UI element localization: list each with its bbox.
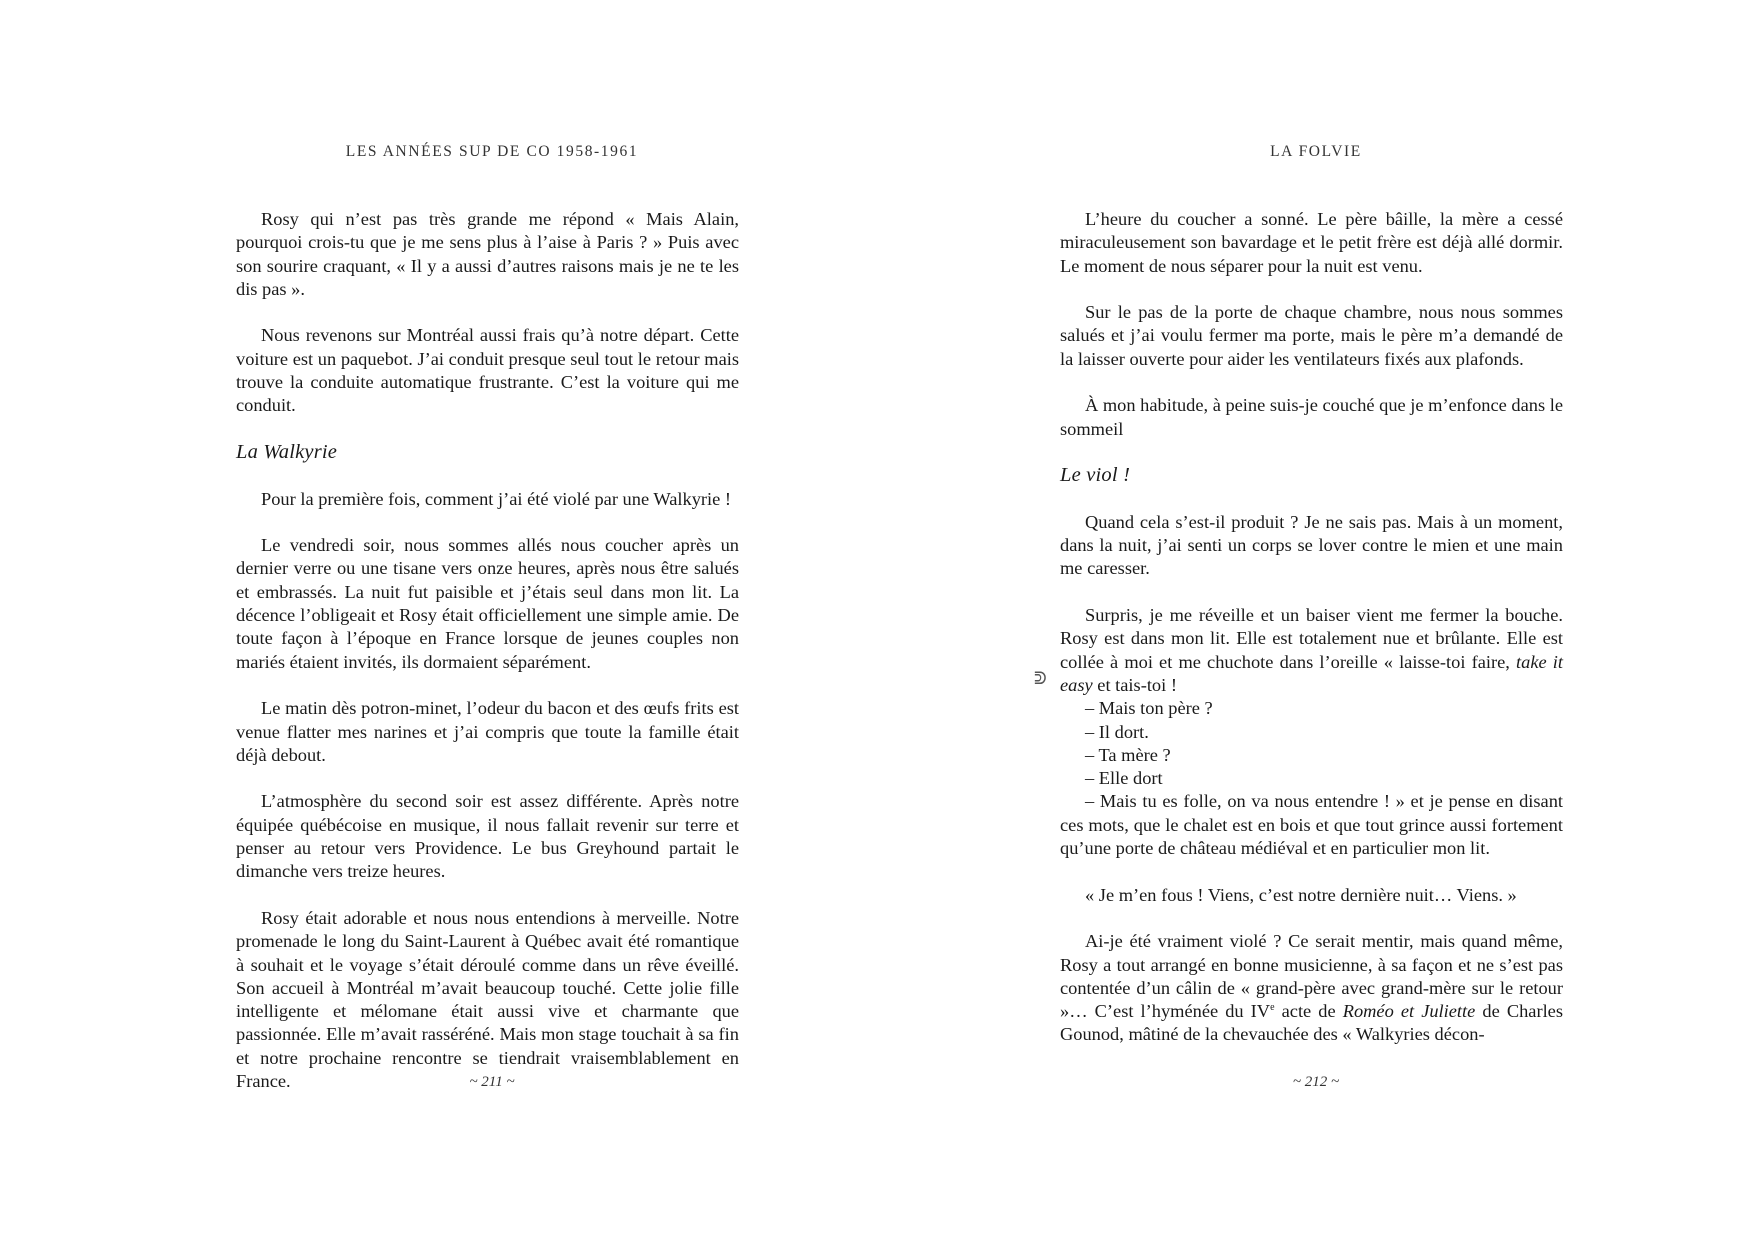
page-number: ~ 211 ~ [469, 1074, 515, 1090]
superscript: e [1270, 1001, 1275, 1013]
paragraph: Rosy était adorable et nous nous entendions à merveille. Notre promenade le long du Saint-Laurent à Québec avait été romantique à souhait et le voyage s’était déroulé comme dans un rêve éveillé. Son accueil à Montréal m’avait beaucoup touché. Cette jolie fille intelligente et mélomane était aussi vive et charmante que passionnée. Elle m’avait rasséréné. Mais mon stage touchait à sa fin et notre prochaine rencontre se tiendrait vraisemblablement en France. [236, 907, 739, 1091]
paragraph: Rosy qui n’est pas très grande me répond « Mais Alain, pourquoi crois-tu que je me sens plus à l’aise à Paris ? » Puis avec son sourire craquant, « Il y a aussi d’autres raisons mais je ne te les dis pas ». [236, 209, 739, 299]
dialogue-line: – Elle dort [1085, 768, 1163, 789]
paragraph: – Mais tu es folle, on va nous entendre ! » et je pense en disant ces mots, que le chalet est en bois et que tout grince aussi fortement qu’une porte de château médiéval et en particulier mon lit. [1060, 791, 1563, 859]
paragraph: « Je m’en fous ! Viens, c’est notre dernière nuit… Viens. » [1085, 884, 1517, 905]
text-run: Surpris, je me réveille et un baiser vient me fermer la bouche. Rosy est dans mon lit. Elle est totalement nue et brûlante. Elle est collée à moi et me chuchote dans l’oreille « laisse-toi faire, [1060, 605, 1563, 672]
paragraph: Sur le pas de la porte de chaque chambre, nous nous sommes salués et j’ai voulu fermer ma porte, mais le père m’a demandé de la laisser ouverte pour aider les ventilateurs fixés aux plafonds. [1060, 302, 1563, 369]
text-run: acte de [1274, 1001, 1343, 1022]
text-run: et tais-toi ! [1092, 674, 1177, 695]
section-title: Le viol ! [1060, 464, 1131, 487]
dialogue-line: – Il dort. [1085, 721, 1149, 742]
paragraph: À mon habitude, à peine suis-je couché que je m’enfonce dans le sommeil [1060, 395, 1563, 439]
text-run: Ai-je été vraiment violé ? Ce serait mentir, mais quand même, Rosy a tout arrangé en bonne musicienne, à sa façon et ne s’est pas contentée d’un câlin de « grand-père avec grand-mère sur le retour »… C’est l’hyménée du IV [1060, 931, 1563, 1022]
italic-text: Roméo et Juliette [1342, 1001, 1476, 1022]
running-head: LA FOLVIE [1270, 143, 1362, 160]
paragraph: Pour la première fois, comment j’ai été violé par une Walkyrie ! [261, 488, 732, 509]
text-run: de Charles Gounod, mâtiné de la chevauchée des « Walkyries décon- [1060, 1001, 1563, 1045]
dialogue-line: – Ta mère ? [1085, 744, 1171, 765]
body-text [236, 208, 739, 1117]
page-number: ~ 212 ~ [1292, 1074, 1340, 1090]
paragraph [1060, 604, 1563, 697]
paragraph: Quand cela s’est-il produit ? Je ne sais pas. Mais à un moment, dans la nuit, j’ai senti un corps se lover contre le mien et une main me caresser. [1060, 511, 1563, 579]
paragraph: L’atmosphère du second soir est assez différente. Après notre équipée québécoise en musique, il nous fallait revenir sur terre et penser au retour vers Providence. Le bus Greyhound partait le dimanche vers treize heures. [236, 791, 739, 882]
paragraph [1060, 930, 1563, 1046]
running-head: LES ANNÉES SUP DE CO 1958-1961 [345, 143, 639, 160]
section-title: La Walkyrie [236, 440, 338, 463]
paragraph: L’heure du coucher a sonné. Le père bâille, la mère a cessé miraculeusement son bavardage et le petit frère est déjà allé dormir. Le moment de nous séparer pour la nuit est venu. [1060, 209, 1563, 276]
italic-text: take it easy [1060, 651, 1563, 695]
margin-annotation-mark: ᕲ [1034, 669, 1047, 689]
paragraph: Le vendredi soir, nous sommes allés nous coucher après un dernier verre ou une tisane vers onze heures, après nous être salués et embrassés. La nuit fut paisible et j’étais seul dans mon lit. La décence l’obligeait et Rosy était officiellement une simple amie. De toute façon à l’époque en France lorsque de jeunes couples non mariés étaient invités, ils dormaient séparément. [236, 535, 739, 672]
body-text [1060, 208, 1563, 1070]
paragraph: Nous revenons sur Montréal aussi frais qu’à notre départ. Cette voiture est un paquebot. J’ai conduit presque seul tout le retour mais trouve la conduite automatique frustrante. C’est la voiture qui me conduit. [236, 325, 739, 416]
paragraph: Le matin dès potron-minet, l’odeur du bacon et des œufs frits est venue flatter mes narines et j’ai compris que toute la famille était déjà debout. [236, 698, 739, 765]
right-page [877, 0, 1754, 1241]
dialogue-line: – Mais ton père ? [1085, 698, 1213, 719]
